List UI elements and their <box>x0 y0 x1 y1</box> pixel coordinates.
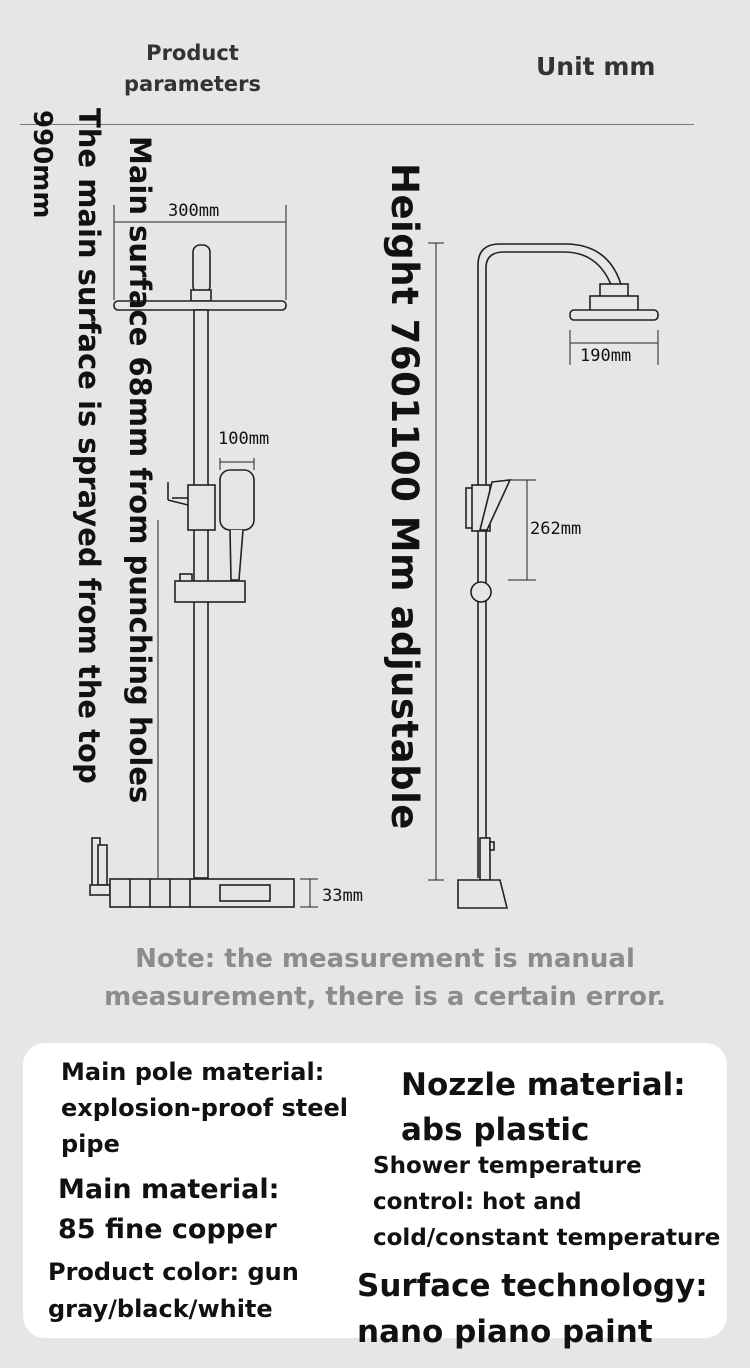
page-title: Product parameters <box>124 41 261 96</box>
rain-head-side <box>570 310 658 320</box>
spec-main-pole: Main pole material: explosion-proof steel pipe <box>61 1058 349 1158</box>
handheld-head <box>220 470 254 530</box>
side-base <box>458 880 507 908</box>
spec-temperature-control: Shower temperature control: hot and cold/constant temperature <box>373 1153 721 1251</box>
spray-note-label: The main surface is sprayed from the top <box>72 108 106 784</box>
spec-nozzle-value: abs plastic <box>401 1112 590 1148</box>
spec-main-material-label: Main material: <box>58 1174 280 1205</box>
dim-100: 100mm <box>218 429 270 449</box>
dim-190: 190mm <box>580 346 632 366</box>
measurement-note: Note: the measurement is manual measurement, there is a certain error. <box>104 944 666 1012</box>
front-view-shower <box>90 245 294 907</box>
side-view-shower <box>458 244 658 908</box>
spec-surface-label: Surface technology: <box>357 1268 708 1304</box>
spec-product-color: Product color: gun gray/black/white <box>48 1258 299 1323</box>
top-stub <box>193 245 210 293</box>
spec-main-material <box>58 1170 348 1250</box>
spec-main-material-value: 85 fine copper <box>58 1214 277 1245</box>
spec-surface-value: nano piano paint <box>357 1314 653 1350</box>
mixer-box <box>110 879 294 907</box>
dim-33: 33mm <box>322 886 363 906</box>
dim-300: 300mm <box>168 201 220 221</box>
unit-label: Unit mm <box>536 52 656 81</box>
side-dimensions <box>428 243 658 880</box>
height-note-label: Height 7601100 Mm adjustable <box>383 163 426 830</box>
spec-nozzle <box>401 1063 721 1153</box>
soap-shelf <box>175 581 245 602</box>
spec-nozzle-label: Nozzle material: <box>401 1067 686 1103</box>
punch-note-label: Main surface 68mm from punching holes <box>123 136 157 804</box>
spray-value-label: 990mm <box>27 110 57 219</box>
spec-surface <box>357 1263 727 1355</box>
ball-joint <box>471 582 491 602</box>
dim-262: 262mm <box>530 519 582 539</box>
bracket <box>188 485 215 530</box>
